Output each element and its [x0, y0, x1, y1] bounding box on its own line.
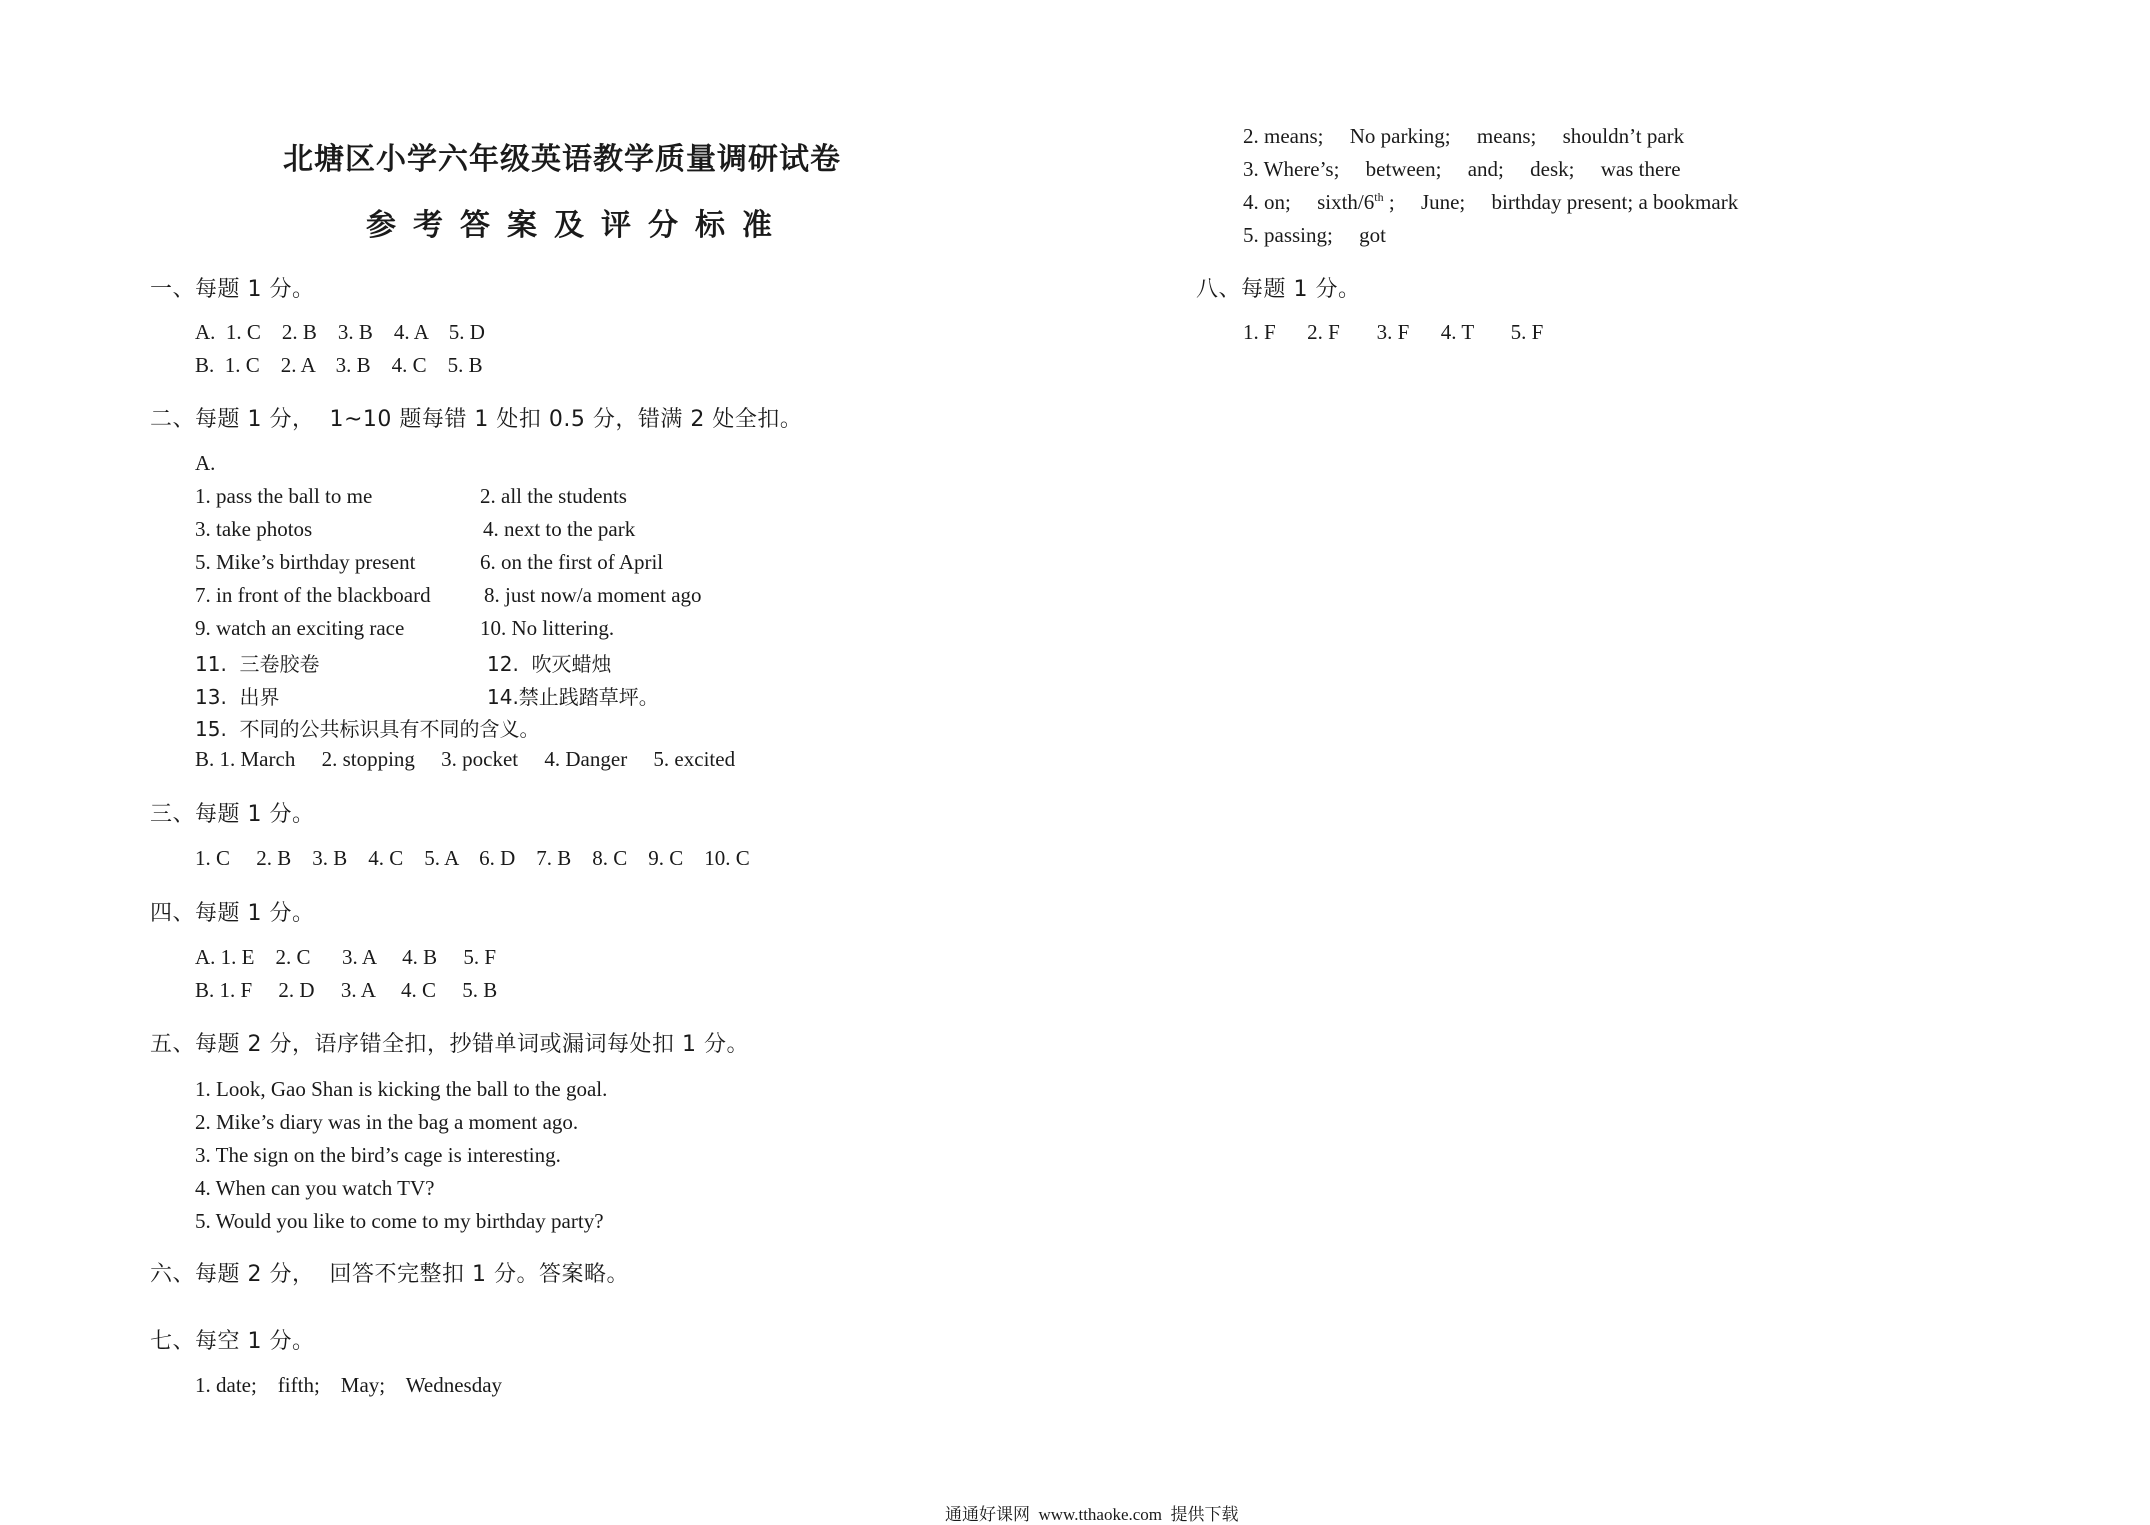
section-4-answers-a: A. 1. E 2. C 3. A 4. B 5. F	[195, 945, 497, 969]
section-2-item: 5. Mike’s birthday present	[195, 550, 416, 574]
section-3-answers: 1. C 2. B 3. B 4. C 5. A 6. D 7. B 8. C 9. C 10. C	[195, 846, 750, 870]
section-2-answers-b: B. 1. March 2. stopping 3. pocket 4. Danger 5. excited	[195, 747, 736, 771]
section-5-item: 3. The sign on the bird’s cage is interesting.	[195, 1143, 561, 1167]
section-2-item: 3. take photos	[195, 517, 313, 541]
section-2-item: 12. 吹灭蜡烛	[487, 652, 612, 676]
section-1-heading: 一、每题 1 分。	[150, 277, 315, 302]
section-1-answers-b: B. 1. C 2. A 3. B 4. C 5. B	[195, 353, 483, 377]
section-2-item-15: 15. 不同的公共标识具有不同的含义。	[195, 717, 540, 741]
section-2-item: 11. 三卷胶卷	[195, 652, 320, 676]
section-6-heading: 六、每题 2 分， 回答不完整扣 1 分。答案略。	[150, 1262, 629, 1287]
section-2-heading: 二、每题 1 分， 1~10 题每错 1 处扣 0.5 分，错满 2 处全扣。	[150, 407, 803, 432]
footer-source-note: 通通好课网 www.tthaoke.com 提供下载	[945, 1505, 1239, 1524]
section-2-item: 2. all the students	[480, 484, 627, 508]
section-2-item: 6. on the first of April	[480, 550, 664, 574]
section-7-line-5: 5. passing; got	[1243, 223, 1386, 247]
section-7-line-4	[1243, 190, 1738, 215]
section-4-answers-b: B. 1. F 2. D 3. A 4. C 5. B	[195, 978, 498, 1002]
page-subtitle: 参考答案及评分标准	[366, 208, 789, 243]
section-7-line-4-end: ; June; birthday present; a bookmark	[1383, 190, 1739, 214]
section-3-heading: 三、每题 1 分。	[150, 802, 315, 827]
section-2-item: 13. 出界	[195, 685, 280, 709]
section-2-item: 4. next to the park	[483, 517, 636, 541]
section-8-answers: 1. F 2. F 3. F 4. T 5. F	[1243, 320, 1544, 344]
section-2-item: 7. in front of the blackboard	[195, 583, 431, 607]
page-title: 北塘区小学六年级英语教学质量调研试卷	[283, 142, 841, 177]
section-7-line-3: 3. Where’s; between; and; desk; was there	[1243, 157, 1681, 181]
section-5-item: 4. When can you watch TV?	[195, 1176, 435, 1200]
section-5-item: 2. Mike’s diary was in the bag a moment ago.	[195, 1110, 579, 1134]
section-7-heading: 七、每空 1 分。	[150, 1329, 315, 1354]
section-2-item: 8. just now/a moment ago	[484, 583, 702, 607]
section-4-heading: 四、每题 1 分。	[150, 901, 315, 926]
section-2-item: 1. pass the ball to me	[195, 484, 373, 508]
section-5-item: 1. Look, Gao Shan is kicking the ball to the goal.	[195, 1077, 608, 1101]
section-7-line-2: 2. means; No parking; means; shouldn’t park	[1243, 124, 1685, 148]
section-2-label-a: A.	[195, 451, 216, 475]
section-7-line-1: 1. date; fifth; May; Wednesday	[195, 1373, 503, 1397]
section-7-line-4-start: 4. on; sixth/6	[1243, 190, 1375, 214]
ordinal-suffix: th	[1374, 190, 1384, 204]
section-5-item: 5. Would you like to come to my birthday party?	[195, 1209, 604, 1233]
section-2-item: 14.禁止践踏草坪。	[487, 685, 659, 709]
section-8-heading: 八、每题 1 分。	[1196, 277, 1361, 302]
section-1-answers-a: A. 1. C 2. B 3. B 4. A 5. D	[195, 320, 485, 344]
section-2-item: 10. No littering.	[480, 616, 615, 640]
section-2-item: 9. watch an exciting race	[195, 616, 405, 640]
section-5-heading: 五、每题 2 分，语序错全扣，抄错单词或漏词每处扣 1 分。	[150, 1032, 749, 1057]
